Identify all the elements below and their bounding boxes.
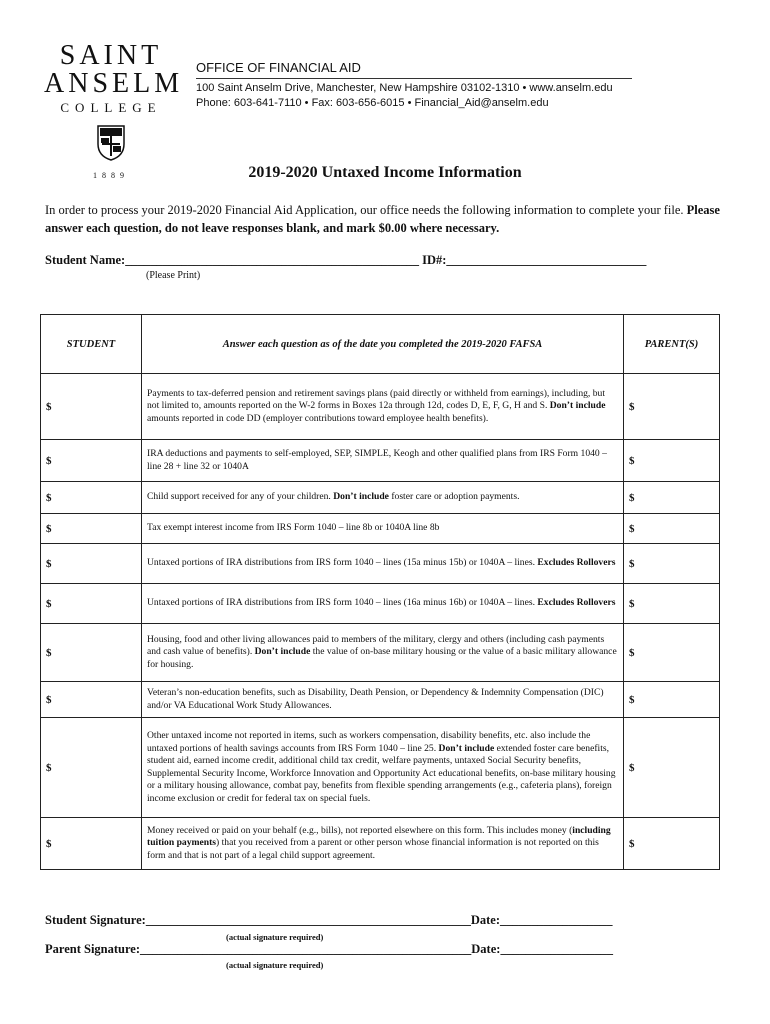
logo-line-college: COLLEGE — [60, 100, 162, 115]
table-header-row — [41, 315, 720, 374]
parent-signature-note: (actual signature required) — [226, 960, 324, 970]
table-row — [41, 482, 720, 514]
table-row — [41, 514, 720, 544]
student-signature-note: (actual signature required) — [226, 932, 324, 942]
student-amount-field[interactable]: $ — [41, 718, 142, 818]
question-emphasis: Don’t include — [438, 742, 495, 754]
student-signature-label: Student Signature: — [45, 913, 146, 927]
parent-amount-field[interactable]: $ — [624, 682, 720, 718]
parent-amount-field[interactable]: $ — [624, 482, 720, 514]
question-text — [142, 440, 624, 482]
question-text — [142, 482, 624, 514]
question-text-part: IRA deductions and payments to self-employed, SEP, SIMPLE, Keogh and other qualified plans from IRS Form 1040 – line 28 + line 32 or 1040A — [147, 448, 607, 472]
parent-amount-field[interactable]: $ — [624, 718, 720, 818]
question-text-part: foster care or adoption payments. — [388, 491, 520, 503]
table-row — [41, 440, 720, 482]
question-text-part: Money received or paid on your behalf (e.g., bills), not reported elsewhere on this form. This includes money ( — [147, 824, 573, 836]
student-date-label: Date: — [470, 913, 500, 927]
student-amount-field[interactable]: $ — [41, 374, 142, 440]
student-signature-row — [45, 913, 613, 928]
table-row — [41, 682, 720, 718]
student-amount-field[interactable]: $ — [41, 818, 142, 870]
student-amount-field[interactable]: $ — [41, 514, 142, 544]
table-row — [41, 718, 720, 818]
student-amount-field[interactable]: $ — [41, 624, 142, 682]
question-text-part: Untaxed portions of IRA distributions from IRS form 1040 – lines (16a minus 16b) or 1040A – lines. — [147, 597, 538, 609]
logo-line-saint: SAINT — [59, 40, 163, 71]
parent-amount-field[interactable]: $ — [624, 374, 720, 440]
parent-amount-field[interactable]: $ — [624, 514, 720, 544]
intro-text: In order to process your 2019-2020 Financial Aid Application, our office needs the following information to complete your file. — [45, 203, 687, 217]
student-id-label: ID#: — [422, 253, 447, 267]
table-row — [41, 624, 720, 682]
header-question: Answer each question as of the date you completed the 2019-2020 FAFSA — [142, 315, 624, 374]
student-amount-field[interactable]: $ — [41, 482, 142, 514]
student-amount-field[interactable]: $ — [41, 440, 142, 482]
parent-amount-field[interactable]: $ — [624, 440, 720, 482]
student-name-label: Student Name: — [45, 253, 126, 267]
logo-line-anselm: ANSELM — [44, 68, 184, 99]
page-title: 2019-2020 Untaxed Income Information — [248, 164, 522, 181]
intro-bold: Please answer each question, do not leave responses blank, and mark $0.00 where necessary. — [45, 203, 720, 235]
question-text — [142, 544, 624, 584]
question-text-part: Payments to tax-deferred pension and retirement savings plans (paid directly or withheld from earnings), including, but not limited to, amounts reported on the W-2 forms in Boxes 12a through 12d, codes D, E, F, G, H and S. — [147, 387, 605, 412]
question-text-part: Housing, food and other living allowances paid to members of the military, clergy and others (including cash payments and cash value of benefits). — [147, 633, 605, 658]
parent-amount-field[interactable]: $ — [624, 624, 720, 682]
question-emphasis: Don’t include — [549, 400, 606, 412]
parent-date-label: Date: — [471, 942, 501, 956]
question-text-part: amounts reported in code DD (employer contributions toward employee health benefits). — [147, 412, 489, 424]
question-text-part: Other untaxed income not reported in items, such as workers compensation, disability benefits, etc. also include the untaxed portions of health savings accounts from IRS Form 1040 – line 25. — [147, 730, 591, 754]
logo-year: 1889 — [93, 171, 129, 180]
header-student: STUDENT — [41, 315, 142, 374]
question-emphasis: Don’t include — [254, 646, 311, 658]
parent-amount-field[interactable]: $ — [624, 584, 720, 624]
print-hint: (Please Print) — [146, 270, 201, 281]
intro-paragraph — [45, 201, 725, 237]
question-text — [142, 374, 624, 440]
parent-date-field[interactable]: __________________ — [500, 942, 613, 956]
question-text — [142, 624, 624, 682]
student-id-field[interactable]: ________________________________ — [446, 253, 647, 267]
question-emphasis: Don’t include — [333, 491, 389, 503]
student-date-field[interactable]: __________________ — [500, 913, 613, 927]
office-address: 100 Saint Anselm Drive, Manchester, New Hampshire 03102-1310 • www.anselm.edu — [196, 82, 613, 94]
question-text-part: the value of on-base military housing or the value of a basic military allowance for housing. — [147, 646, 617, 670]
parent-signature-row — [45, 942, 613, 957]
table-row — [41, 584, 720, 624]
student-amount-field[interactable]: $ — [41, 584, 142, 624]
question-text — [142, 514, 624, 544]
student-info-row — [45, 253, 725, 268]
college-logo — [44, 40, 184, 180]
untaxed-income-table — [40, 314, 720, 870]
question-text — [142, 682, 624, 718]
table-row — [41, 818, 720, 870]
table-row — [41, 374, 720, 440]
student-signature-field[interactable]: ____________________________________________________ — [145, 913, 471, 927]
question-text — [142, 718, 624, 818]
question-emphasis: Excludes Rollovers — [537, 557, 616, 569]
question-text-part: ) that you received from a parent or other person whose financial information is not reported on this form and that is not part of a legal child support agreement. — [147, 837, 599, 861]
question-emphasis: Excludes Rollovers — [537, 597, 616, 609]
student-amount-field[interactable]: $ — [41, 682, 142, 718]
question-text-part: extended foster care benefits, student aid, earned income credit, additional child tax credit, welfare payments, untaxed Social Security benefits, Supplemental Security Income, Workforce Innovation and Opportunity Act educational benefits, on-base military housing or a military housing allowance, combat pay, benefits from flexible spending arrangements (e.g., cafeteria plans), foreign income exclusion or credit for federal tax on special fuels. — [147, 742, 616, 804]
parent-signature-label: Parent Signature: — [45, 942, 141, 956]
parent-signature-field[interactable]: _____________________________________________________ — [140, 942, 472, 956]
parent-amount-field[interactable]: $ — [624, 818, 720, 870]
office-header — [196, 60, 632, 109]
question-text — [142, 818, 624, 870]
question-emphasis: including tuition payments — [147, 824, 611, 849]
question-text-part: Veteran’s non-education benefits, such as Disability, Death Pension, or Dependency & Indemnity Compensation (DIC) and/or VA Educational Work Study Allowances. — [147, 687, 604, 711]
header-parent: PARENT(S) — [624, 315, 720, 374]
student-name-field[interactable]: _______________________________________________ — [125, 253, 419, 267]
question-text — [142, 584, 624, 624]
office-title: OFFICE OF FINANCIAL AID — [196, 60, 632, 79]
question-text-part: Untaxed portions of IRA distributions from IRS form 1040 – lines (15a minus 15b) or 1040A – lines. — [147, 557, 538, 569]
parent-amount-field[interactable]: $ — [624, 544, 720, 584]
question-text-part: Tax exempt interest income from IRS Form 1040 – line 8b or 1040A line 8b — [147, 522, 440, 534]
student-amount-field[interactable]: $ — [41, 544, 142, 584]
crest-icon — [96, 124, 126, 162]
table-row — [41, 544, 720, 584]
question-text-part: Child support received for any of your children. — [147, 491, 334, 503]
office-contact: Phone: 603-641-7110 • Fax: 603-656-6015 • Financial_Aid@anselm.edu — [196, 97, 549, 109]
